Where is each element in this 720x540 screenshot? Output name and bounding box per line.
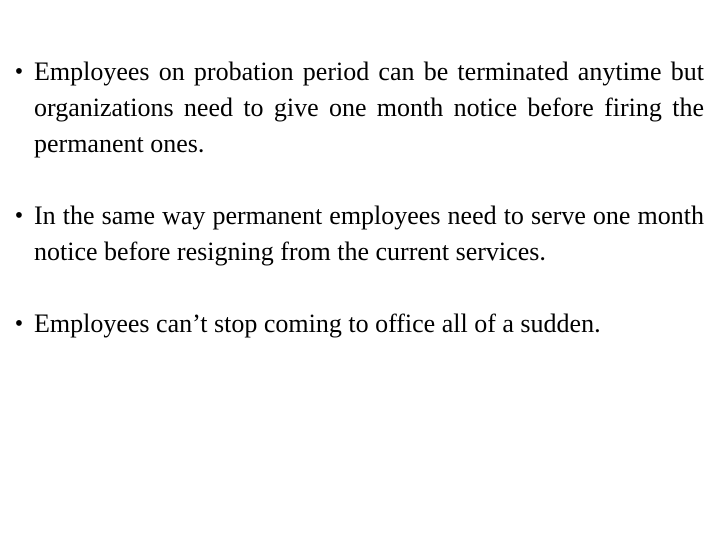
bullet-icon: • <box>14 203 24 229</box>
bullet-item-probation <box>4 54 704 162</box>
bullet-list <box>4 54 704 342</box>
bullet-text: Employees on probation period can be terminated anytime but organizations need to give one month notice before firing the permanent ones. <box>34 57 704 158</box>
bullet-text: Employees can’t stop coming to office all of a sudden. <box>34 309 601 338</box>
bullet-item-notice <box>4 198 704 270</box>
bullet-icon: • <box>14 311 24 337</box>
bullet-item-sudden <box>4 306 704 342</box>
bullet-text: In the same way permanent employees need to serve one month notice before resigning from the current services. <box>34 201 704 266</box>
bullet-icon: • <box>14 59 24 85</box>
